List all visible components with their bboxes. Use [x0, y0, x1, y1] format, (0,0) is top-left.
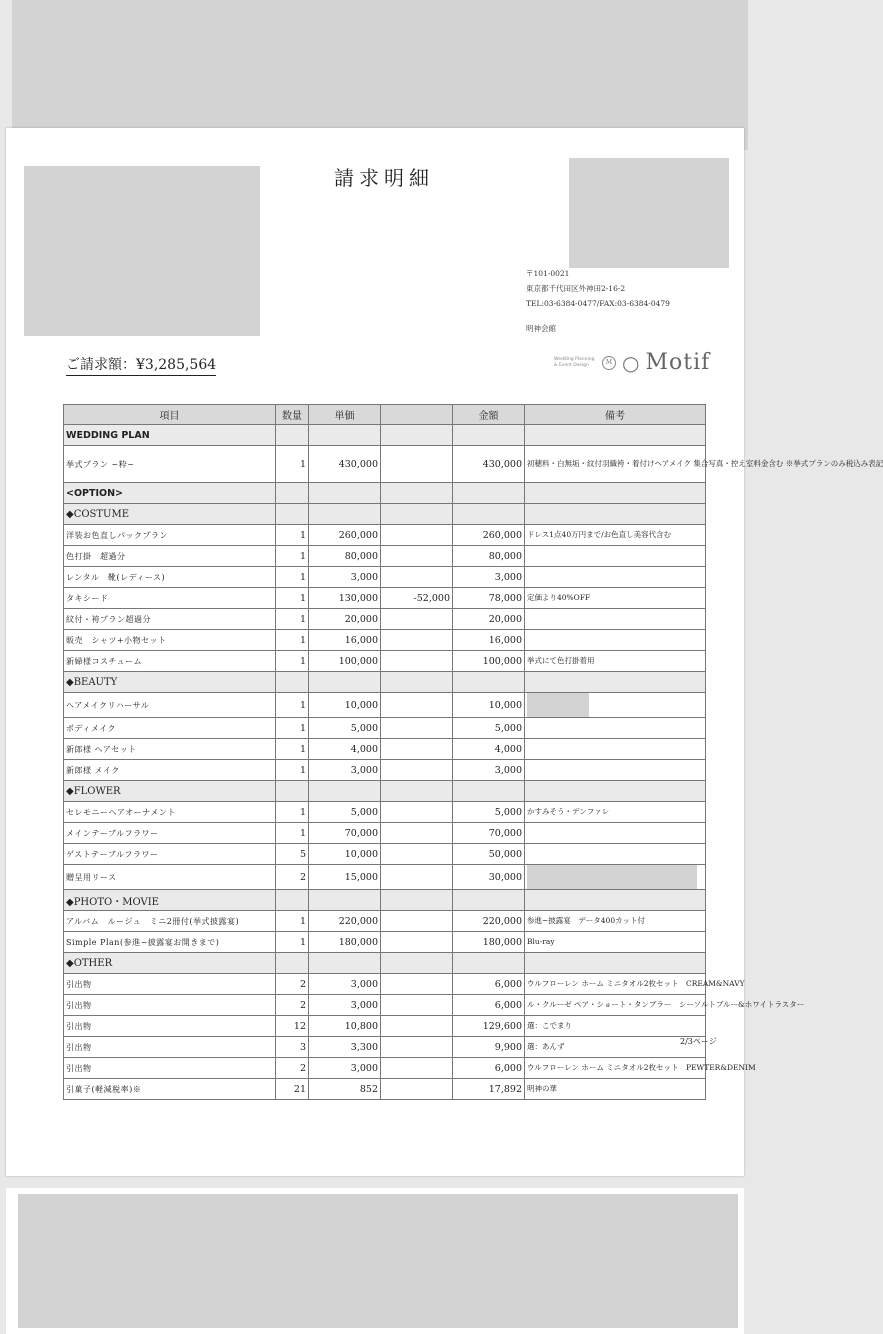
price-cell: 130,000: [309, 588, 381, 609]
section-row: [64, 890, 706, 911]
amount-cell: 80,000: [453, 546, 525, 567]
discount-cell: [381, 865, 453, 890]
discount-cell: [381, 567, 453, 588]
amount-cell: 100,000: [453, 651, 525, 672]
qty-cell: 1: [276, 739, 309, 760]
discount-cell: [381, 739, 453, 760]
item-cell: レンタル 靴(レディース): [64, 567, 276, 588]
motif-logo: [554, 350, 710, 375]
address-block: [526, 266, 670, 336]
table-row: [64, 630, 706, 651]
item-cell: メインテーブルフラワー: [64, 823, 276, 844]
note-cell: 参進~披露宴 データ400カット付: [525, 911, 706, 932]
empty-cell: [276, 504, 309, 525]
item-cell: 新郎様 ヘアセット: [64, 739, 276, 760]
item-cell: ヘアメイクリハーサル: [64, 693, 276, 718]
item-cell: ボディメイク: [64, 718, 276, 739]
price-cell: 70,000: [309, 823, 381, 844]
qty-cell: 12: [276, 1016, 309, 1037]
table-row: [64, 760, 706, 781]
note-cell: [525, 760, 706, 781]
note-cell: ル・クルーゼ ペア・ショート・タンブラー シーソルトブルー&ホワイトラスター: [525, 995, 706, 1016]
discount-cell: [381, 1079, 453, 1100]
table-row: [64, 932, 706, 953]
discount-cell: [381, 932, 453, 953]
discount-cell: [381, 1058, 453, 1079]
table-row: [64, 446, 706, 483]
note-cell: [525, 739, 706, 760]
amount-cell: 5,000: [453, 718, 525, 739]
street-address: 東京都千代田区外神田2-16-2: [526, 284, 626, 293]
price-cell: 852: [309, 1079, 381, 1100]
qty-cell: 1: [276, 823, 309, 844]
section-label: ◆PHOTO・MOVIE: [64, 890, 276, 911]
qty-cell: 1: [276, 609, 309, 630]
amount-cell: 10,000: [453, 693, 525, 718]
empty-cell: [381, 483, 453, 504]
item-cell: 引出物: [64, 1016, 276, 1037]
price-cell: 4,000: [309, 739, 381, 760]
price-cell: 10,000: [309, 844, 381, 865]
amount-cell: 6,000: [453, 974, 525, 995]
note-cell: [525, 718, 706, 739]
table-row: [64, 567, 706, 588]
note-cell: 明神の華: [525, 1079, 706, 1100]
hall-name: 明神会館: [526, 324, 556, 333]
empty-cell: [381, 425, 453, 446]
price-cell: 100,000: [309, 651, 381, 672]
discount-cell: [381, 1037, 453, 1058]
note-cell: かすみそう・デンファレ: [525, 802, 706, 823]
item-cell: 引出物: [64, 1058, 276, 1079]
section-label: ◆COSTUME: [64, 504, 276, 525]
qty-cell: 2: [276, 1058, 309, 1079]
qty-cell: 1: [276, 911, 309, 932]
item-cell: 新婦様コスチューム: [64, 651, 276, 672]
section-row: [64, 504, 706, 525]
discount-cell: [381, 974, 453, 995]
note-cell: [525, 844, 706, 865]
empty-cell: [276, 425, 309, 446]
empty-cell: [276, 953, 309, 974]
empty-cell: [525, 504, 706, 525]
price-cell: 3,000: [309, 1058, 381, 1079]
amount-cell: 30,000: [453, 865, 525, 890]
item-cell: Simple Plan(参進~披露宴お開きまで): [64, 932, 276, 953]
empty-cell: [381, 781, 453, 802]
item-cell: 贈呈用リース: [64, 865, 276, 890]
price-cell: 5,000: [309, 718, 381, 739]
discount-cell: [381, 693, 453, 718]
redacted-note: [527, 693, 589, 717]
note-cell: ドレス1点40万円まで/お色直し美容代含む: [525, 525, 706, 546]
empty-cell: [309, 890, 381, 911]
header-price: 単価: [309, 405, 381, 425]
empty-cell: [309, 953, 381, 974]
section-label: <OPTION>: [64, 483, 276, 504]
logo-circle-icon: ○: [622, 350, 640, 375]
table-row: [64, 1079, 706, 1100]
table-row: [64, 802, 706, 823]
item-cell: 新郎様 メイク: [64, 760, 276, 781]
note-cell: ウルフローレン ホーム ミニタオル2枚セット CREAM&NAVY: [525, 974, 706, 995]
amount-cell: 17,892: [453, 1079, 525, 1100]
redacted-note: [527, 865, 697, 889]
table-row: [64, 651, 706, 672]
amount-cell: 70,000: [453, 823, 525, 844]
note-cell: 初穂料・白無垢・紋付羽織袴・着付けヘアメイク 集合写真・控え室料金含む ※挙式プランのみ税込み表記: [525, 446, 706, 483]
price-cell: 3,300: [309, 1037, 381, 1058]
qty-cell: 1: [276, 567, 309, 588]
empty-cell: [276, 890, 309, 911]
note-cell: 選：こでまり: [525, 1016, 706, 1037]
empty-cell: [525, 672, 706, 693]
qty-cell: 1: [276, 546, 309, 567]
note-cell: ウルフローレン ホーム ミニタオル2枚セット PEWTER&DENIM: [525, 1058, 706, 1079]
qty-cell: 1: [276, 446, 309, 483]
empty-cell: [309, 425, 381, 446]
amount-cell: 50,000: [453, 844, 525, 865]
qty-cell: 1: [276, 588, 309, 609]
table-row: [64, 739, 706, 760]
document-title: 請求明細: [334, 166, 434, 190]
item-cell: 引出物: [64, 974, 276, 995]
table-row: [64, 823, 706, 844]
item-cell: 引菓子(軽減税率)※: [64, 1079, 276, 1100]
amount-cell: 180,000: [453, 932, 525, 953]
qty-cell: 1: [276, 693, 309, 718]
qty-cell: 1: [276, 760, 309, 781]
table-row: [64, 588, 706, 609]
item-cell: 販売 シャツ+小物セット: [64, 630, 276, 651]
amount-cell: 129,600: [453, 1016, 525, 1037]
empty-cell: [381, 953, 453, 974]
note-cell: 挙式にて色打掛着用: [525, 651, 706, 672]
item-cell: 紋付・袴プラン超過分: [64, 609, 276, 630]
item-cell: ゲストテーブルフラワー: [64, 844, 276, 865]
discount-cell: [381, 546, 453, 567]
empty-cell: [453, 425, 525, 446]
amount-cell: 16,000: [453, 630, 525, 651]
header-qty: 数量: [276, 405, 309, 425]
total-amount: ご請求額：¥3,285,564: [66, 354, 216, 376]
empty-cell: [309, 504, 381, 525]
price-cell: 3,000: [309, 974, 381, 995]
discount-cell: [381, 760, 453, 781]
price-cell: 10,800: [309, 1016, 381, 1037]
price-cell: 16,000: [309, 630, 381, 651]
logo-tagline: Wedding Planning & Event Design: [554, 356, 595, 368]
postal-code: 〒101-0021: [526, 269, 570, 278]
discount-cell: -52,000: [381, 588, 453, 609]
note-cell: [525, 865, 706, 890]
item-cell: 色打掛 超過分: [64, 546, 276, 567]
discount-cell: [381, 844, 453, 865]
note-cell: [525, 609, 706, 630]
note-cell: 選：あんず: [525, 1037, 706, 1058]
empty-cell: [525, 953, 706, 974]
amount-cell: 20,000: [453, 609, 525, 630]
header-discount: [381, 405, 453, 425]
discount-cell: [381, 525, 453, 546]
header-item: 項目: [64, 405, 276, 425]
price-cell: 3,000: [309, 760, 381, 781]
invoice-table: [63, 404, 883, 1100]
qty-cell: 2: [276, 974, 309, 995]
section-label: WEDDING PLAN: [64, 425, 276, 446]
discount-cell: [381, 823, 453, 844]
redacted-stamp-block: [569, 158, 729, 268]
note-cell: [525, 823, 706, 844]
discount-cell: [381, 1016, 453, 1037]
section-label: ◆BEAUTY: [64, 672, 276, 693]
invoice-page: [6, 128, 883, 1176]
discount-cell: [381, 911, 453, 932]
table-row: [64, 844, 706, 865]
note-cell: [525, 567, 706, 588]
note-cell: 定価より40%OFF: [525, 588, 706, 609]
amount-cell: 6,000: [453, 1058, 525, 1079]
table-row: [64, 911, 706, 932]
table-row: [64, 525, 706, 546]
note-cell: [525, 693, 706, 718]
empty-cell: [453, 953, 525, 974]
section-label: ◆FLOWER: [64, 781, 276, 802]
section-row: [64, 781, 706, 802]
note-cell: Blu-ray: [525, 932, 706, 953]
price-cell: 220,000: [309, 911, 381, 932]
item-cell: 引出物: [64, 1037, 276, 1058]
qty-cell: 1: [276, 651, 309, 672]
empty-cell: [453, 890, 525, 911]
price-cell: 3,000: [309, 567, 381, 588]
table-row: [64, 718, 706, 739]
price-cell: 15,000: [309, 865, 381, 890]
table-row: [64, 974, 706, 995]
qty-cell: 1: [276, 525, 309, 546]
empty-cell: [453, 781, 525, 802]
section-row: [64, 483, 706, 504]
price-cell: 180,000: [309, 932, 381, 953]
empty-cell: [381, 890, 453, 911]
table-row: [64, 995, 706, 1016]
table-row: [64, 865, 706, 890]
redacted-recipient-block: [24, 166, 260, 336]
item-cell: 引出物: [64, 995, 276, 1016]
empty-cell: [453, 483, 525, 504]
section-row: [64, 953, 706, 974]
empty-cell: [525, 425, 706, 446]
item-cell: タキシード: [64, 588, 276, 609]
empty-cell: [309, 483, 381, 504]
redacted-bottom-block: [18, 1194, 738, 1328]
table-row: [64, 546, 706, 567]
amount-cell: 9,900: [453, 1037, 525, 1058]
price-cell: 10,000: [309, 693, 381, 718]
discount-cell: [381, 995, 453, 1016]
price-cell: 5,000: [309, 802, 381, 823]
qty-cell: 1: [276, 802, 309, 823]
discount-cell: [381, 446, 453, 483]
amount-cell: 4,000: [453, 739, 525, 760]
empty-cell: [381, 672, 453, 693]
empty-cell: [525, 483, 706, 504]
table-row: [64, 1016, 706, 1037]
discount-cell: [381, 609, 453, 630]
empty-cell: [453, 672, 525, 693]
empty-cell: [276, 781, 309, 802]
empty-cell: [381, 504, 453, 525]
discount-cell: [381, 718, 453, 739]
qty-cell: 1: [276, 630, 309, 651]
empty-cell: [276, 672, 309, 693]
table-header-row: [64, 405, 706, 425]
discount-cell: [381, 802, 453, 823]
item-cell: 挙式プラン ~粋~: [64, 446, 276, 483]
empty-cell: [276, 483, 309, 504]
price-cell: 80,000: [309, 546, 381, 567]
price-cell: 430,000: [309, 446, 381, 483]
empty-cell: [453, 504, 525, 525]
price-cell: 20,000: [309, 609, 381, 630]
header-amount: 金額: [453, 405, 525, 425]
table-row: [64, 693, 706, 718]
empty-cell: [525, 890, 706, 911]
table-row: [64, 609, 706, 630]
page-number: 2/3ページ: [680, 1037, 717, 1046]
section-row: [64, 425, 706, 446]
qty-cell: 2: [276, 995, 309, 1016]
amount-cell: 430,000: [453, 446, 525, 483]
amount-cell: 3,000: [453, 567, 525, 588]
section-row: [64, 672, 706, 693]
qty-cell: 2: [276, 865, 309, 890]
amount-cell: 260,000: [453, 525, 525, 546]
amount-cell: 3,000: [453, 760, 525, 781]
empty-cell: [309, 672, 381, 693]
table-row: [64, 1058, 706, 1079]
phone-fax: TEL:03-6384-0477/FAX:03-6384-0479: [526, 299, 670, 308]
header-note: 備考: [525, 405, 706, 425]
discount-cell: [381, 630, 453, 651]
note-cell: [525, 630, 706, 651]
logo-name: Motif: [645, 350, 711, 375]
note-cell: [525, 546, 706, 567]
item-cell: セレモニーヘアオーナメント: [64, 802, 276, 823]
qty-cell: 1: [276, 932, 309, 953]
table-body: [64, 425, 883, 1100]
price-cell: 3,000: [309, 995, 381, 1016]
amount-cell: 5,000: [453, 802, 525, 823]
amount-cell: 78,000: [453, 588, 525, 609]
logo-mark-icon: M: [602, 356, 616, 370]
amount-cell: 220,000: [453, 911, 525, 932]
qty-cell: 3: [276, 1037, 309, 1058]
qty-cell: 5: [276, 844, 309, 865]
section-label: ◆OTHER: [64, 953, 276, 974]
price-cell: 260,000: [309, 525, 381, 546]
empty-cell: [525, 781, 706, 802]
qty-cell: 21: [276, 1079, 309, 1100]
amount-cell: 6,000: [453, 995, 525, 1016]
item-cell: 洋装お色直しパックプラン: [64, 525, 276, 546]
empty-cell: [309, 781, 381, 802]
item-cell: アルバム ルージュ ミニ2冊付(挙式披露宴): [64, 911, 276, 932]
discount-cell: [381, 651, 453, 672]
table-row: [64, 1037, 706, 1058]
qty-cell: 1: [276, 718, 309, 739]
